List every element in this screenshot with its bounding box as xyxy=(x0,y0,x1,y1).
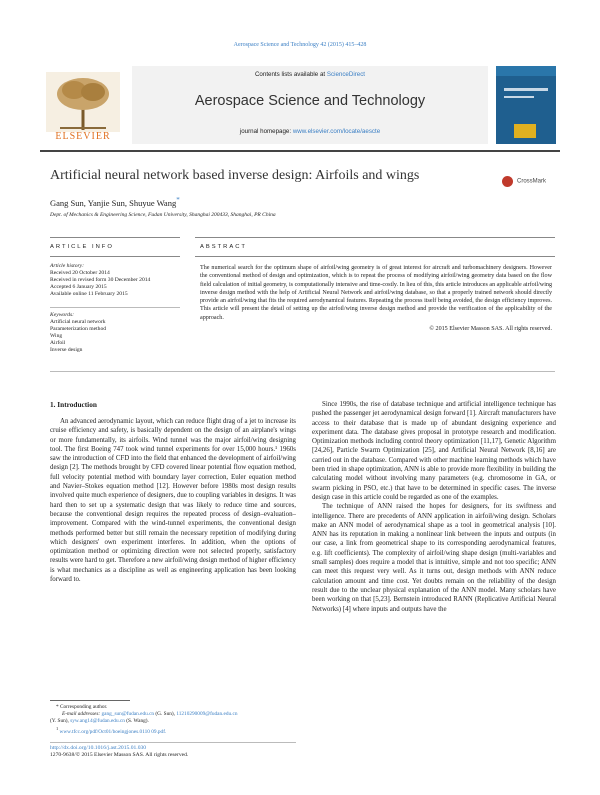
contents-prefix: Contents lists available at xyxy=(254,71,327,78)
email-link[interactable]: syw.ang14@fudan.edu.cn xyxy=(70,718,125,724)
abstract-copyright: © 2015 Elsevier Masson SAS. All rights reserved. xyxy=(429,326,552,333)
intro-right-column xyxy=(312,400,556,614)
elsevier-wordmark: ELSEVIER xyxy=(55,131,111,142)
info-divider xyxy=(50,307,180,308)
article-info-heading: ARTICLE INFO xyxy=(50,244,114,250)
article-title: Artificial neural network based inverse design: Airfoils and wings xyxy=(50,168,420,183)
journal-title: Aerospace Science and Technology xyxy=(194,93,426,109)
abstract-bottom-rule xyxy=(50,371,555,372)
history-accepted: Accepted 6 January 2015 xyxy=(50,284,107,290)
email-link[interactable]: gang_sun@fudan.edu.cn xyxy=(101,711,155,717)
issn-line: 1270-9638/© 2015 Elsevier Masson SAS. All rights reserved. xyxy=(50,752,189,758)
journal-cover xyxy=(496,66,556,144)
info-top-rule xyxy=(50,237,180,238)
tree-icon xyxy=(46,72,120,132)
abstract-text: The numerical search for the optimum shape of airfoil/wing geometry is of great interest for aircraft and turbomachinery designers. However the conventional method of design and optimization, which is to repeat the process of modifying airfoil/wing geometry data based on the flow field calculation of initial geometry, is computationally intensive and time-costly. In lieu of this, this article introduces an applicable airfoil/wing inverse design method with the help of Artificial Neural Network and airfoil/wing database, so that a properly trained network should directly provide an airfoil/wing that fits the required aerodynamical features. Repeating the process itself being avoided, the design efficiency improves. This article will present the detail of setting up the airfoil/wing inverse design method and provide the verification of the applicability of the approach. xyxy=(200,265,552,321)
corresponding-author-mark[interactable]: * xyxy=(176,196,180,204)
keyword-item: Artificial neural network xyxy=(50,319,106,325)
authors: Gang Sun, Yanjie Sun, Shuyue Wang xyxy=(50,197,177,208)
footnote-url[interactable]: www.tfcc.org/pdf/Oct01/boeingjones.0110 09.pdf. xyxy=(59,728,167,735)
abstract-heading: ABSTRACT xyxy=(200,244,247,250)
keyword-item: Inverse design xyxy=(50,347,83,353)
keyword-item: Airfoil xyxy=(50,340,66,346)
journal-reference[interactable]: Aerospace Science and Technology 42 (2015) 415–428 xyxy=(233,42,367,48)
history-label: Article history: xyxy=(50,263,85,269)
footnote-rule xyxy=(50,700,130,701)
footnote-corresponding: * Corresponding author. xyxy=(56,704,108,710)
footnote-1: $^1$ www.tfcc.org/pdf/Oct01/boeingjones.0110 09.pdf. xyxy=(56,726,167,735)
doi-link[interactable]: http://dx.doi.org/10.1016/j.ast.2015.01.030 xyxy=(50,745,147,751)
header-rule xyxy=(40,150,560,152)
email-link[interactable]: 11210290009@fudan.edu.cn xyxy=(176,711,238,717)
intro-paragraph-1: An advanced aerodynamic layout, which can reduce flight drag of a jet to increase its cruise efficiency and safety, is basically dependent on the design of an airplane's wings or more fundamentally, its airfoils. Wind tunnel was the major airfoil/wing designing tool. The first Boeing 747 took wind tunnel experiments for over 15,000 hours.¹ 1960s saw the introduction of CFD into the field that enhanced the development of airfoil/wing design [2]. The methods brought by CFD covered linear potential flow equation method, full velocity potential method with boundary layer correction, Euler equation method and Navier–Stokes equation method [12]. However before 1980s most design results involved quite much experience of designers, due to coupling variables in designs. It was hard then to set up a systematic design that was likely to reduce time and sources, because the conventional design requires the repeated process of design–evaluation–improvement. Compared with the wind-tunnel experiments, the conventional design methods performed better but still remain the necessary repetition of modifying during which designers' own experiment interferes. In addition, when the options of optimization method or optimizing direction were not selected properly, satisfactory results were hard to get. Therefore a new airfoil/wing design method of higher efficiency is what mechanics as a discipline as well as engineering application has been looking forward to. xyxy=(50,418,296,584)
crossmark-badge[interactable] xyxy=(502,172,552,186)
sciencedirect-link[interactable]: ScienceDirect xyxy=(326,71,366,78)
keyword-item: Parameterization method xyxy=(50,326,107,332)
crossmark-label: CrossMark xyxy=(517,178,547,185)
keywords-block xyxy=(50,312,180,354)
journal-homepage[interactable]: journal homepage: www.elsevier.com/locate/aescte xyxy=(239,128,381,135)
info-mid-rule xyxy=(50,256,180,257)
keyword-item: Wing xyxy=(50,333,63,339)
affiliation: Dept. of Mechanics & Engineering Science, Fudan University, Shanghai 200433, Shanghai, PR China xyxy=(50,212,276,218)
footnote-emails: E-mail addresses: gang_sun@fudan.edu.cn (G. Sun), 11210290009@fudan.edu.cn xyxy=(62,711,238,717)
history-online: Available online 11 February 2015 xyxy=(50,291,128,297)
history-revised: Received in revised form 30 December 2014 xyxy=(50,277,151,283)
journal-header xyxy=(40,66,560,148)
footnote-emails-cont: (Y. Sun), syw.ang14@fudan.edu.cn (S. Wang). xyxy=(50,718,149,724)
abstract-body xyxy=(200,264,552,333)
bottom-rule xyxy=(50,742,296,743)
abstract-mid-rule xyxy=(195,256,555,257)
article-history xyxy=(50,263,180,298)
doi-block xyxy=(50,745,350,759)
intro-paragraph-2: Since 1990s, the rise of database technique and artificial intelligence technique has pushed the passenger jet aerodynamical design forward [1]. Aircraft manufacturers have access to their database that is made up of abundant designing experience and experiment data. The database gives proposal in prototype research and modification. Optimization methods including control theory optimization [11,17], Genetic Algorithm [24,26], Particle Swarm Optimization [25], and Artificial Neural Network [8,16] are carried out in the database. Compared with other machine learning methods which have been tried in shape optimization, ANN is able to provide more flexibility in building the calculating model without involving many parameters (e.g. chromosome in GA, or swarm picking in PSO, etc.) that have to be determined in specific cases. The inverse design case in this article could be regarded as one of the examples. xyxy=(312,401,556,501)
author-list xyxy=(50,196,180,208)
abstract-top-rule xyxy=(195,237,555,238)
keyword-list xyxy=(50,319,180,354)
contents-line xyxy=(132,71,488,78)
intro-paragraph-3: The technique of ANN raised the hopes for designers, for its swiftness and intelligence. There are precedents of ANN application in airfoil/wing design. Scholars make an ANN model of aerodynamical shape as a tool in geometrical analysis [10]. ANN has its reputation in making a nonlinear link between the inputs and outputs (in our case, a link from geometrical shape to its corresponding aerodynamical features, e.g. lift coefficients). The complexity of airfoil/wing shape design (multi-variables and small samples) does require a model that is intuitive, simple and not too specific; ANN can meet this request very well. As it turns out, design methods with ANN reduce calculation amount and time cost. Yet doubts remain on the reliability of the design result due to the unclear physical explanation of the ANN model. Many scholars have been working on that [5,23]. Bernstein introduced RANN (Replicative Artificial Neural Networks) [4] where inputs and outputs have the xyxy=(312,503,556,613)
history-received: Received 20 October 2014 xyxy=(50,270,110,276)
footnotes xyxy=(50,704,296,736)
contents-banner xyxy=(132,66,488,144)
elsevier-logo xyxy=(46,72,120,142)
crossmark-icon xyxy=(502,176,513,187)
intro-left-column xyxy=(50,417,296,584)
intro-heading: 1. Introduction xyxy=(50,400,97,409)
keywords-label: Keywords: xyxy=(50,312,75,318)
